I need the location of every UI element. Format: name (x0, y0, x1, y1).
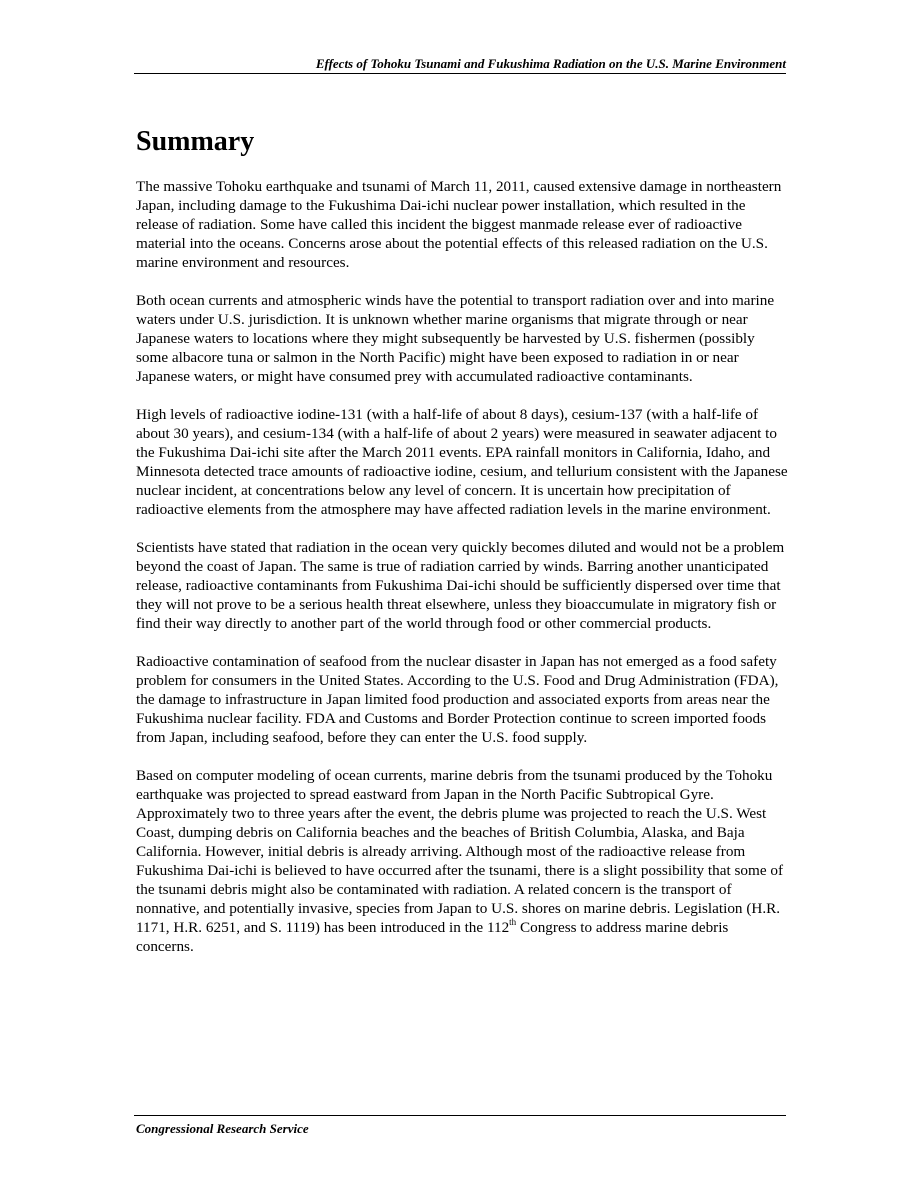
paragraph-2: Both ocean currents and atmospheric winds have the potential to transport radiation over and into marine waters under U.S. jurisdiction. It is unknown whether marine organisms that migrate through or near Japanese waters to locations where they might subsequently be harvested by U.S. fishermen (possibly some albacore tuna or salmon in the North Pacific) might have been exposed to radiation in or near Japanese waters, or might have consumed prey with accumulated radioactive contaminants. (136, 292, 775, 385)
paragraph-6 (136, 766, 788, 956)
running-header: Effects of Tohoku Tsunami and Fukushima Radiation on the U.S. Marine Environment (315, 56, 786, 71)
page-title: Summary (136, 126, 255, 157)
running-footer: Congressional Research Service (136, 1121, 309, 1136)
header-rule (134, 73, 786, 74)
paragraph-4: Scientists have stated that radiation in the ocean very quickly becomes diluted and would not be a problem beyond the coast of Japan. The same is true of radiation carried by winds. Barring another unanticipated release, radioactive contaminants from Fukushima Dai-ichi should be sufficiently dispersed over time that they will not prove to be a serious health threat elsewhere, unless they bioaccumulate in migratory fish or find their way directly to another part of the world through food or other commercial products. (136, 539, 785, 632)
ordinal-superscript: th (509, 916, 517, 927)
paragraph-6-text: Based on computer modeling of ocean currents, marine debris from the tsunami produced by the Tohoku earthquake was projected to spread eastward from Japan in the North Pacific Subtropical Gyre. Approximately two to three years after the event, the debris plume was projected to reach the U.S. West Coast, dumping debris on California beaches and the beaches of British Columbia, Alaska, and Baja California. However, initial debris is already arriving. Although most of the radioactive release from Fukushima Dai-ichi is believed to have occurred after the tsunami, there is a slight possibility that some of the tsunami debris might also be contaminated with radiation. A related concern is the transport of nonnative, and potentially invasive, species from Japan to U.S. shores on marine debris. Legislation (H.R. 1171, H.R. 6251, and S. 1119) has been introduced in the 112 (136, 767, 784, 936)
paragraph-3: High levels of radioactive iodine-131 (with a half-life of about 8 days), cesium-137 (with a half-life of about 30 years), and cesium-134 (with a half-life of about 2 years) were measured in seawater adjacent to the Fukushima Dai-ichi site after the March 2011 events. EPA rainfall monitors in California, Idaho, and Minnesota detected trace amounts of radioactive iodine, cesium, and tellurium consistent with the Japanese nuclear incident, at concentrations below any level of concern. It is uncertain how precipitation of radioactive elements from the atmosphere may have affected radiation levels in the marine environment. (136, 406, 788, 518)
paragraph-6-text-end: Congress to address marine debris concerns. (136, 919, 729, 955)
paragraph-5: Radioactive contamination of seafood from the nuclear disaster in Japan has not emerged as a food safety problem for consumers in the United States. According to the U.S. Food and Drug Administration (FDA), the damage to infrastructure in Japan limited food production and associated exports from areas near the Fukushima nuclear facility. FDA and Customs and Border Protection continue to screen imported foods from Japan, including seafood, before they can enter the U.S. food supply. (136, 653, 779, 746)
paragraph-1: The massive Tohoku earthquake and tsunami of March 11, 2011, caused extensive damage in northeastern Japan, including damage to the Fukushima Dai-ichi nuclear power installation, which resulted in the release of radiation. Some have called this incident the biggest manmade release ever of radioactive material into the oceans. Concerns arose about the potential effects of this released radiation on the U.S. marine environment and resources. (136, 178, 782, 271)
footer-rule (134, 1115, 786, 1116)
summary-body (136, 177, 788, 975)
